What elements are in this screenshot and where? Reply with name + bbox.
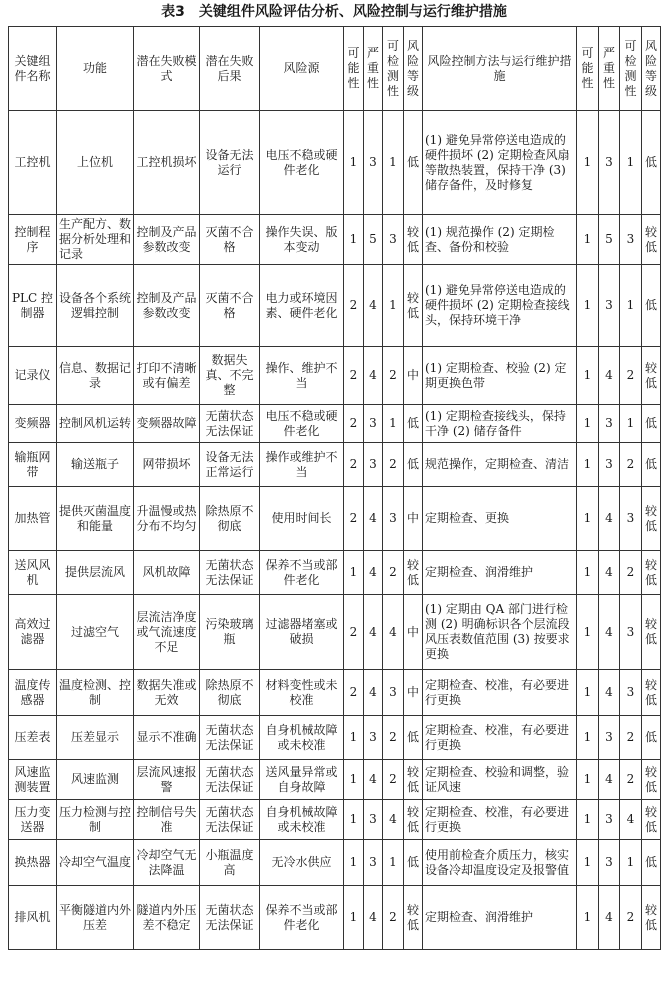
cell-risk-source: 使用时间长: [260, 487, 344, 551]
cell-risk-level: 中: [404, 670, 423, 716]
header-failure-consequence: 潜在失败后果: [200, 27, 260, 111]
cell-severity-after: 4: [599, 886, 620, 950]
cell-risk-source: 操作或维护不当: [260, 443, 344, 487]
cell-failure-consequence: 无菌状态无法保证: [200, 405, 260, 443]
cell-risk-level-after: 较低: [642, 800, 661, 840]
cell-likelihood-after: 1: [577, 670, 599, 716]
cell-likelihood: 1: [344, 716, 364, 760]
cell-failure-mode: 控制信号失准: [134, 800, 200, 840]
cell-control-measures: (1) 规范操作 (2) 定期检查、备份和校验: [423, 215, 577, 265]
cell-detectability-after: 1: [620, 405, 642, 443]
header-severity-after: 严重性: [599, 27, 620, 111]
cell-function: 控制风机运转: [57, 405, 134, 443]
cell-failure-consequence: 设备无法正常运行: [200, 443, 260, 487]
cell-risk-source: 电压不稳或硬件老化: [260, 405, 344, 443]
cell-risk-level-after: 低: [642, 111, 661, 215]
cell-risk-level: 低: [404, 405, 423, 443]
table-row: [9, 405, 661, 443]
table-row: [9, 111, 661, 215]
cell-risk-level-after: 较低: [642, 487, 661, 551]
cell-function: 压力检测与控制: [57, 800, 134, 840]
header-likelihood: 可能性: [344, 27, 364, 111]
cell-failure-consequence: 灭菌不合格: [200, 215, 260, 265]
cell-likelihood-after: 1: [577, 487, 599, 551]
cell-severity-after: 5: [599, 215, 620, 265]
cell-severity-after: 3: [599, 840, 620, 886]
cell-likelihood: 2: [344, 265, 364, 347]
cell-detectability-after: 3: [620, 215, 642, 265]
cell-failure-mode: 升温慢或热分布不均匀: [134, 487, 200, 551]
cell-severity: 3: [364, 405, 383, 443]
cell-risk-source: 自身机械故障或未校准: [260, 716, 344, 760]
cell-likelihood: 1: [344, 215, 364, 265]
cell-risk-level: 较低: [404, 551, 423, 595]
cell-likelihood-after: 1: [577, 840, 599, 886]
cell-risk-source: 电压不稳或硬件老化: [260, 111, 344, 215]
cell-failure-mode: 网带损坏: [134, 443, 200, 487]
cell-detectability-after: 3: [620, 487, 642, 551]
cell-risk-source: 无冷水供应: [260, 840, 344, 886]
cell-risk-level: 较低: [404, 265, 423, 347]
cell-risk-level: 低: [404, 443, 423, 487]
cell-severity: 4: [364, 595, 383, 670]
cell-component: 压力变送器: [9, 800, 57, 840]
cell-function: 信息、数据记录: [57, 347, 134, 405]
header-risk-source: 风险源: [260, 27, 344, 111]
cell-detectability-after: 2: [620, 760, 642, 800]
cell-detectability-after: 1: [620, 111, 642, 215]
cell-likelihood-after: 1: [577, 405, 599, 443]
cell-function: 压差显示: [57, 716, 134, 760]
cell-detectability: 2: [383, 716, 404, 760]
cell-severity: 3: [364, 111, 383, 215]
cell-likelihood-after: 1: [577, 111, 599, 215]
cell-risk-level: 较低: [404, 215, 423, 265]
cell-severity: 3: [364, 443, 383, 487]
table-row: [9, 595, 661, 670]
cell-risk-level-after: 较低: [642, 670, 661, 716]
cell-detectability-after: 2: [620, 347, 642, 405]
cell-severity-after: 3: [599, 265, 620, 347]
cell-failure-mode: 层流风速报警: [134, 760, 200, 800]
table-row: [9, 670, 661, 716]
cell-detectability-after: 2: [620, 443, 642, 487]
table-row: [9, 215, 661, 265]
cell-component: 风速监测装置: [9, 760, 57, 800]
cell-function: 输送瓶子: [57, 443, 134, 487]
cell-function: 风速监测: [57, 760, 134, 800]
cell-control-measures: 定期检查、校准，有必要进行更换: [423, 716, 577, 760]
cell-risk-source: 保养不当或部件老化: [260, 551, 344, 595]
cell-severity: 4: [364, 670, 383, 716]
cell-detectability-after: 1: [620, 265, 642, 347]
cell-severity-after: 4: [599, 487, 620, 551]
cell-control-measures: 定期检查、润滑维护: [423, 886, 577, 950]
cell-function: 温度检测、控制: [57, 670, 134, 716]
cell-failure-consequence: 除热原不彻底: [200, 487, 260, 551]
cell-risk-level-after: 低: [642, 443, 661, 487]
table-row: [9, 487, 661, 551]
cell-risk-level-after: 较低: [642, 886, 661, 950]
cell-severity: 3: [364, 840, 383, 886]
header-component: 关键组件名称: [9, 27, 57, 111]
cell-severity-after: 3: [599, 800, 620, 840]
cell-likelihood-after: 1: [577, 716, 599, 760]
header-severity: 严重性: [364, 27, 383, 111]
cell-risk-level: 较低: [404, 760, 423, 800]
cell-risk-level-after: 较低: [642, 551, 661, 595]
cell-risk-level: 中: [404, 487, 423, 551]
cell-risk-level-after: 低: [642, 265, 661, 347]
cell-failure-mode: 工控机损坏: [134, 111, 200, 215]
cell-risk-level: 中: [404, 347, 423, 405]
cell-component: 变频器: [9, 405, 57, 443]
cell-severity-after: 4: [599, 595, 620, 670]
cell-component: 记录仪: [9, 347, 57, 405]
header-detectability-after: 可检测性: [620, 27, 642, 111]
cell-detectability: 4: [383, 800, 404, 840]
cell-detectability: 3: [383, 487, 404, 551]
cell-function: 提供层流风: [57, 551, 134, 595]
header-function: 功能: [57, 27, 134, 111]
cell-failure-consequence: 除热原不彻底: [200, 670, 260, 716]
cell-detectability-after: 2: [620, 886, 642, 950]
cell-failure-mode: 打印不清晰或有偏差: [134, 347, 200, 405]
table-row: [9, 760, 661, 800]
cell-failure-consequence: 数据失真、不完整: [200, 347, 260, 405]
cell-control-measures: 规范操作，定期检查、清洁: [423, 443, 577, 487]
cell-risk-level: 中: [404, 595, 423, 670]
cell-risk-level-after: 较低: [642, 347, 661, 405]
cell-severity-after: 4: [599, 347, 620, 405]
cell-likelihood: 2: [344, 670, 364, 716]
cell-severity: 4: [364, 265, 383, 347]
cell-likelihood: 1: [344, 111, 364, 215]
cell-control-measures: 定期检查、更换: [423, 487, 577, 551]
cell-control-measures: (1) 定期检查、校验 (2) 定期更换色带: [423, 347, 577, 405]
cell-failure-mode: 控制及产品参数改变: [134, 265, 200, 347]
cell-component: 换热器: [9, 840, 57, 886]
header-risk-level: 风险等级: [404, 27, 423, 111]
cell-risk-source: 材料变性或未校准: [260, 670, 344, 716]
cell-severity: 5: [364, 215, 383, 265]
table-row: [9, 800, 661, 840]
cell-failure-mode: 控制及产品参数改变: [134, 215, 200, 265]
cell-likelihood: 2: [344, 595, 364, 670]
cell-risk-level-after: 低: [642, 840, 661, 886]
cell-component: 温度传感器: [9, 670, 57, 716]
risk-assessment-table: [8, 26, 661, 950]
cell-risk-level-after: 低: [642, 716, 661, 760]
cell-likelihood-after: 1: [577, 886, 599, 950]
cell-failure-consequence: 无菌状态无法保证: [200, 551, 260, 595]
cell-failure-consequence: 设备无法运行: [200, 111, 260, 215]
cell-failure-mode: 显示不准确: [134, 716, 200, 760]
table-row: [9, 716, 661, 760]
cell-likelihood: 1: [344, 886, 364, 950]
cell-severity: 4: [364, 347, 383, 405]
cell-component: 排风机: [9, 886, 57, 950]
cell-function: 平衡隧道内外压差: [57, 886, 134, 950]
cell-detectability: 4: [383, 595, 404, 670]
cell-function: 设备各个系统逻辑控制: [57, 265, 134, 347]
cell-risk-level-after: 低: [642, 405, 661, 443]
cell-likelihood-after: 1: [577, 551, 599, 595]
cell-failure-mode: 变频器故障: [134, 405, 200, 443]
cell-detectability: 1: [383, 111, 404, 215]
cell-risk-level: 低: [404, 111, 423, 215]
cell-component: 送风风机: [9, 551, 57, 595]
cell-risk-source: 过滤器堵塞或破损: [260, 595, 344, 670]
cell-risk-level: 低: [404, 840, 423, 886]
cell-likelihood: 1: [344, 800, 364, 840]
cell-severity: 4: [364, 551, 383, 595]
cell-failure-mode: 风机故障: [134, 551, 200, 595]
cell-severity-after: 4: [599, 551, 620, 595]
cell-detectability: 2: [383, 760, 404, 800]
cell-control-measures: (1) 定期检查接线头，保持干净 (2) 储存备件: [423, 405, 577, 443]
cell-detectability: 2: [383, 443, 404, 487]
cell-severity: 3: [364, 716, 383, 760]
cell-failure-mode: 隧道内外压差不稳定: [134, 886, 200, 950]
cell-control-measures: (1) 避免异常停送电造成的硬件损坏 (2) 定期检查风扇等散热装置，保持干净 (3) 储存备件，及时修复: [423, 111, 577, 215]
cell-component: PLC 控制器: [9, 265, 57, 347]
cell-control-measures: (1) 避免异常停送电造成的硬件损坏 (2) 定期检查接线头，保持环境干净: [423, 265, 577, 347]
cell-severity-after: 3: [599, 443, 620, 487]
cell-component: 高效过滤器: [9, 595, 57, 670]
cell-function: 提供灭菌温度和能量: [57, 487, 134, 551]
cell-detectability: 3: [383, 670, 404, 716]
cell-failure-consequence: 小瓶温度高: [200, 840, 260, 886]
cell-severity: 4: [364, 760, 383, 800]
cell-failure-consequence: 无菌状态无法保证: [200, 716, 260, 760]
cell-detectability-after: 3: [620, 595, 642, 670]
cell-function: 上位机: [57, 111, 134, 215]
cell-function: 生产配方、数据分析处理和记录: [57, 215, 134, 265]
cell-detectability-after: 2: [620, 551, 642, 595]
cell-detectability-after: 4: [620, 800, 642, 840]
cell-component: 控制程序: [9, 215, 57, 265]
cell-likelihood-after: 1: [577, 595, 599, 670]
cell-component: 加热管: [9, 487, 57, 551]
cell-function: 冷却空气温度: [57, 840, 134, 886]
cell-severity: 4: [364, 886, 383, 950]
header-risk-level-after: 风险等级: [642, 27, 661, 111]
table-row: [9, 840, 661, 886]
cell-risk-source: 操作失误、版本变动: [260, 215, 344, 265]
cell-control-measures: (1) 定期由 QA 部门进行检测 (2) 明确标识各个层流段风压表数值范围 (3) 按要求更换: [423, 595, 577, 670]
cell-risk-level: 低: [404, 716, 423, 760]
cell-likelihood: 2: [344, 487, 364, 551]
cell-likelihood: 1: [344, 760, 364, 800]
cell-risk-level: 较低: [404, 800, 423, 840]
cell-severity-after: 3: [599, 111, 620, 215]
cell-failure-mode: 冷却空气无法降温: [134, 840, 200, 886]
cell-risk-source: 操作、维护不当: [260, 347, 344, 405]
cell-likelihood-after: 1: [577, 265, 599, 347]
table-row: [9, 347, 661, 405]
cell-failure-consequence: 污染玻璃瓶: [200, 595, 260, 670]
header-detectability: 可检测性: [383, 27, 404, 111]
cell-detectability-after: 2: [620, 716, 642, 760]
cell-risk-source: 电力或环境因素、硬件老化: [260, 265, 344, 347]
cell-risk-level: 较低: [404, 886, 423, 950]
table-row: [9, 443, 661, 487]
cell-control-measures: 使用前检查介质压力，核实设备冷却温度设定及报警值: [423, 840, 577, 886]
cell-likelihood-after: 1: [577, 215, 599, 265]
cell-severity-after: 4: [599, 670, 620, 716]
cell-risk-level-after: 较低: [642, 760, 661, 800]
cell-severity: 3: [364, 800, 383, 840]
cell-likelihood-after: 1: [577, 443, 599, 487]
cell-likelihood-after: 1: [577, 800, 599, 840]
cell-likelihood: 1: [344, 551, 364, 595]
cell-detectability-after: 1: [620, 840, 642, 886]
cell-detectability: 1: [383, 405, 404, 443]
header-control-measures: 风险控制方法与运行维护措施: [423, 27, 577, 111]
cell-likelihood: 2: [344, 347, 364, 405]
cell-detectability: 3: [383, 215, 404, 265]
cell-severity: 4: [364, 487, 383, 551]
cell-likelihood-after: 1: [577, 760, 599, 800]
cell-control-measures: 定期检查、校验和调整，验证风速: [423, 760, 577, 800]
cell-likelihood-after: 1: [577, 347, 599, 405]
cell-failure-consequence: 无菌状态无法保证: [200, 800, 260, 840]
cell-detectability: 2: [383, 347, 404, 405]
header-likelihood-after: 可能性: [577, 27, 599, 111]
cell-risk-level-after: 较低: [642, 215, 661, 265]
cell-control-measures: 定期检查、润滑维护: [423, 551, 577, 595]
cell-severity-after: 3: [599, 716, 620, 760]
cell-control-measures: 定期检查、校准，有必要进行更换: [423, 800, 577, 840]
cell-risk-source: 自身机械故障或未校准: [260, 800, 344, 840]
cell-failure-consequence: 无菌状态无法保证: [200, 886, 260, 950]
cell-risk-source: 保养不当或部件老化: [260, 886, 344, 950]
header-row: [9, 27, 661, 111]
cell-function: 过滤空气: [57, 595, 134, 670]
cell-detectability: 2: [383, 886, 404, 950]
cell-failure-mode: 层流洁净度或气流速度不足: [134, 595, 200, 670]
header-failure-mode: 潜在失败模式: [134, 27, 200, 111]
table-caption: 表3 关键组件风险评估分析、风险控制与运行维护措施: [161, 4, 507, 20]
cell-control-measures: 定期检查、校准，有必要进行更换: [423, 670, 577, 716]
cell-severity-after: 4: [599, 760, 620, 800]
cell-component: 输瓶网带: [9, 443, 57, 487]
cell-likelihood: 2: [344, 405, 364, 443]
table-row: [9, 265, 661, 347]
cell-component: 工控机: [9, 111, 57, 215]
cell-failure-consequence: 无菌状态无法保证: [200, 760, 260, 800]
cell-risk-source: 送风量异常或自身故障: [260, 760, 344, 800]
cell-likelihood: 2: [344, 443, 364, 487]
cell-risk-level-after: 较低: [642, 595, 661, 670]
cell-failure-consequence: 灭菌不合格: [200, 265, 260, 347]
cell-detectability: 1: [383, 840, 404, 886]
cell-detectability: 1: [383, 265, 404, 347]
cell-failure-mode: 数据失准或无效: [134, 670, 200, 716]
cell-severity-after: 3: [599, 405, 620, 443]
cell-detectability: 2: [383, 551, 404, 595]
table-row: [9, 886, 661, 950]
cell-component: 压差表: [9, 716, 57, 760]
cell-likelihood: 1: [344, 840, 364, 886]
table-row: [9, 551, 661, 595]
cell-detectability-after: 3: [620, 670, 642, 716]
